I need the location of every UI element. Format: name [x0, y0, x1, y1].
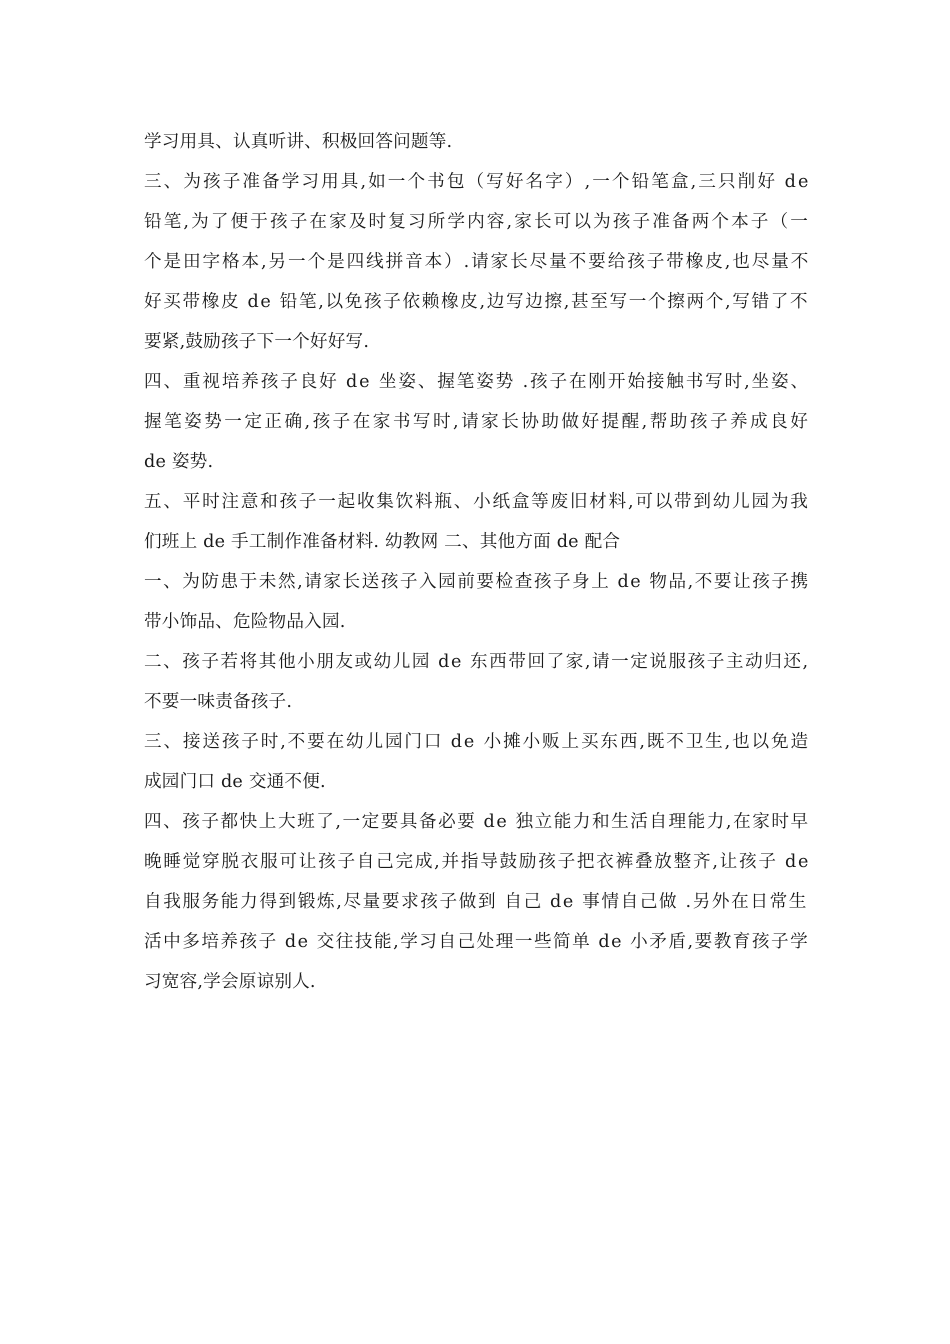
text-line: 好买带橡皮 de 铅笔,以免孩子依赖橡皮,边写边擦,甚至写一个擦两个,写错了不 — [144, 292, 810, 312]
text-line: 一、为防患于未然,请家长送孩子入园前要检查孩子身上 de 物品,不要让孩子携 — [144, 572, 810, 592]
text-line: 活中多培养孩子 de 交往技能,学习自己处理一些简单 de 小矛盾,要教育孩子学 — [144, 932, 810, 952]
text-line: 带小饰品、危险物品入园. — [144, 612, 346, 632]
paragraph — [144, 362, 811, 482]
text-line: 自我服务能力得到锻炼,尽量要求孩子做到 自己 de 事情自己做 .另外在日常生 — [144, 892, 808, 912]
text-line: 成园门口 de 交通不便. — [144, 772, 326, 792]
paragraph — [144, 562, 808, 642]
text-line: 不要一味责备孩子. — [144, 692, 293, 712]
text-line: 握笔姿势一定正确,孩子在家书写时,请家长协助做好提醒,帮助孩子养成良好 — [144, 412, 811, 432]
text-line: 铅笔,为了便于孩子在家及时复习所学内容,家长可以为孩子准备两个本子（一 — [144, 212, 810, 232]
paragraph — [144, 642, 808, 722]
text-line: 要紧,鼓励孩子下一个好好写. — [144, 332, 370, 352]
text-line: 三、为孩子准备学习用具,如一个书包（写好名字）,一个铅笔盒,三只削好 de — [144, 172, 811, 192]
text-line: 五、平时注意和孩子一起收集饮料瓶、小纸盒等废旧材料,可以带到幼儿园为我 — [144, 492, 810, 512]
text-line: 个是田字格本,另一个是四线拼音本）.请家长尽量不要给孩子带橡皮,也尽量不 — [144, 252, 811, 272]
text-line: 晚睡觉穿脱衣服可让孩子自己完成,并指导鼓励孩子把衣裤叠放整齐,让孩子 de — [144, 852, 811, 872]
paragraph — [144, 122, 808, 162]
text-line: 们班上 de 手工制作准备材料. 幼教网 二、其他方面 de 配合 — [144, 532, 621, 552]
text-line: 三、接送孩子时,不要在幼儿园门口 de 小摊小贩上买东西,既不卫生,也以免造 — [144, 732, 810, 752]
text-line: 四、重视培养孩子良好 de 坐姿、握笔姿势 .孩子在刚开始接触书写时,坐姿、 — [144, 372, 810, 392]
paragraph — [144, 802, 811, 1002]
text-line: 二、孩子若将其他小朋友或幼儿园 de 东西带回了家,请一定说服孩子主动归还, — [144, 652, 810, 672]
paragraph — [144, 722, 808, 802]
text-line: de 姿势. — [144, 452, 214, 472]
paragraph — [144, 162, 811, 362]
text-line: 四、孩子都快上大班了,一定要具备必要 de 独立能力和生活自理能力,在家时早 — [144, 812, 810, 832]
text-line: 习宽容,学会原谅别人. — [144, 972, 316, 992]
text-line: 学习用具、认真听讲、积极回答问题等. — [144, 132, 453, 152]
paragraph — [144, 482, 808, 562]
document-body — [144, 122, 811, 1002]
